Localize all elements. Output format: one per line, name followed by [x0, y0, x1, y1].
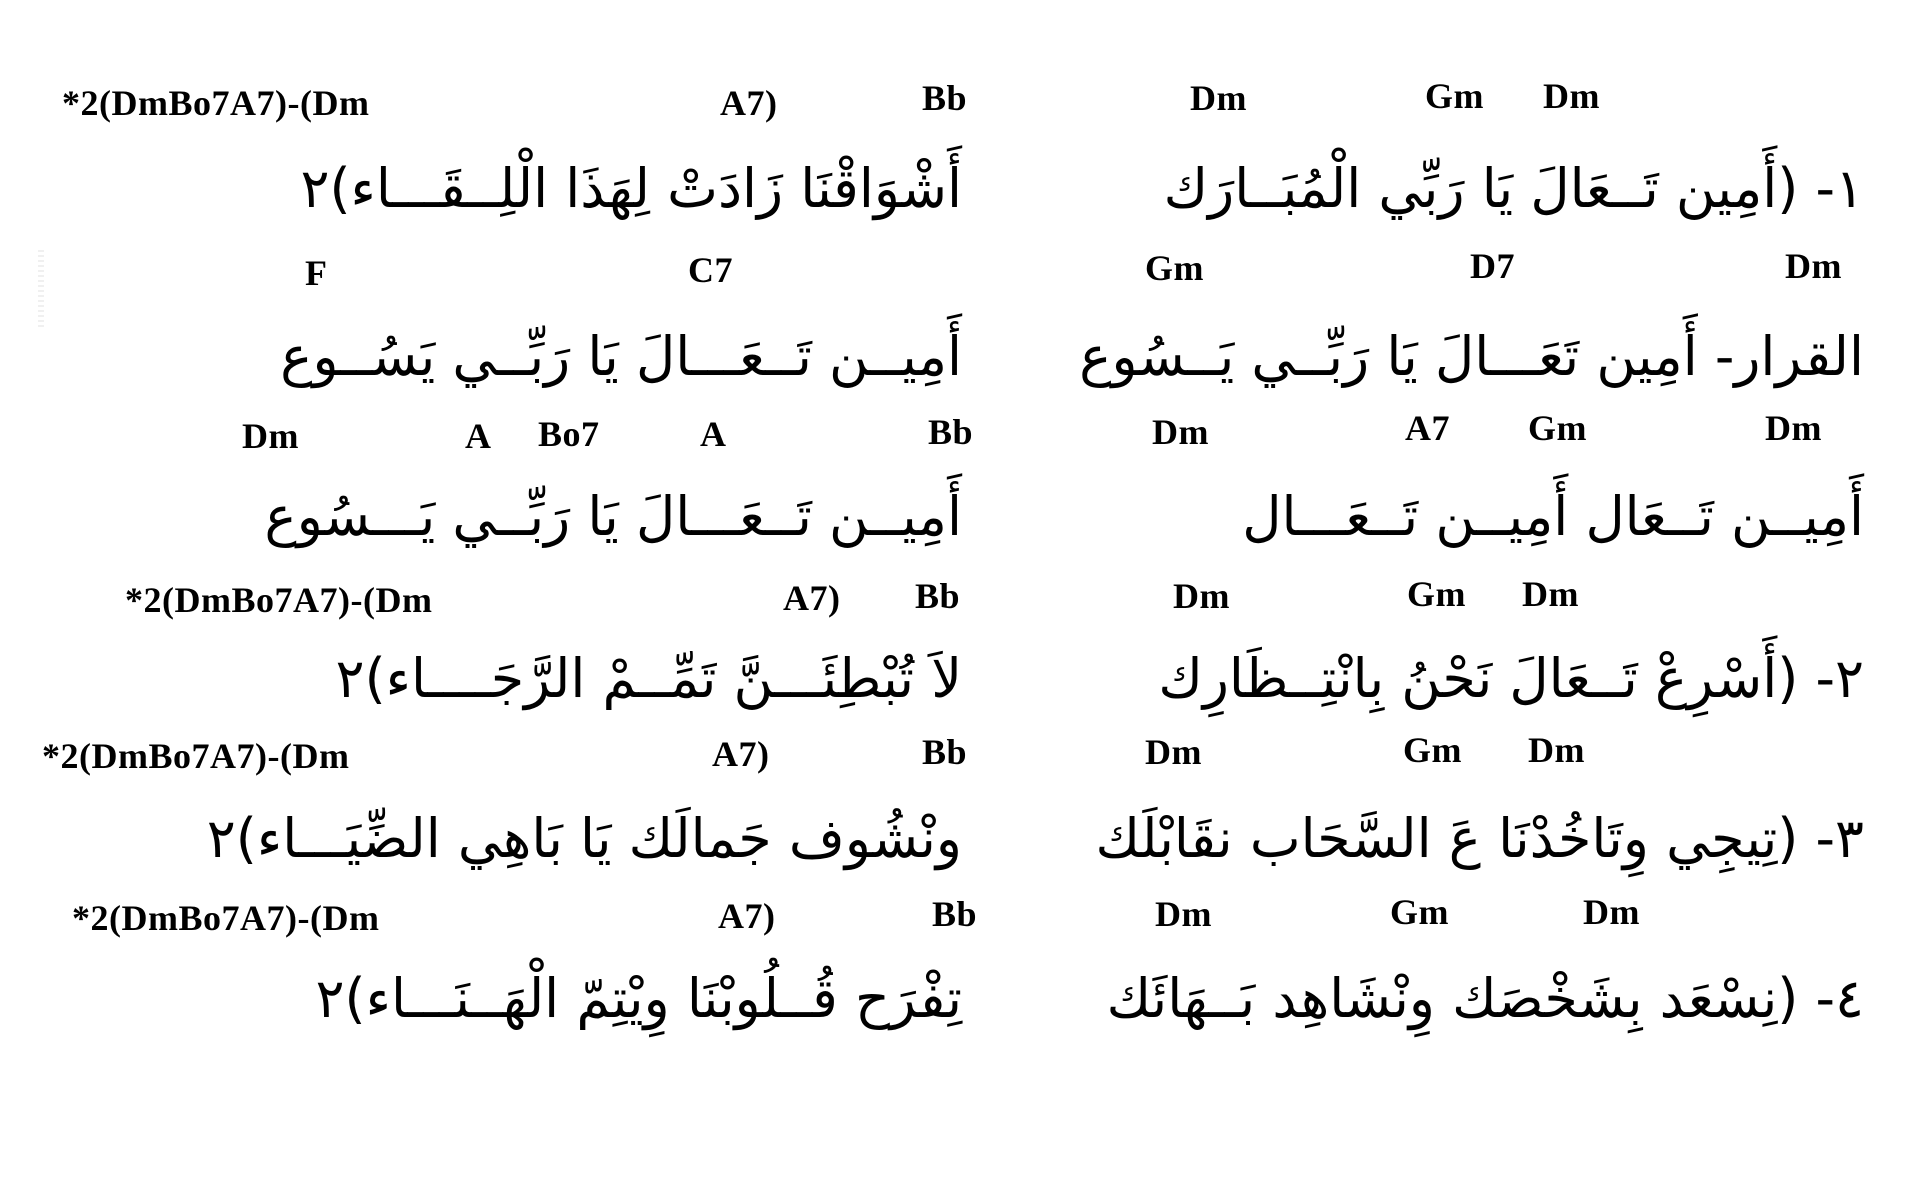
- chord: Bb: [915, 576, 961, 616]
- chord: Gm: [1407, 574, 1466, 614]
- lyric-line: أَمِيــن تَــعَال أَمِيــن تَــعَـــال: [1242, 485, 1864, 548]
- chord: A7): [718, 896, 776, 936]
- chord: Bb: [932, 894, 978, 934]
- chord: Dm: [1765, 408, 1822, 448]
- lyric-line: تِفْرَح قُــلُوبْنَا وِيْتِمّ الْهَــنَـــاء)٢: [315, 967, 962, 1030]
- chord: Gm: [1403, 730, 1462, 770]
- chord: Dm: [1522, 574, 1579, 614]
- chord: Bo7: [538, 414, 600, 454]
- chord: Dm: [1155, 894, 1212, 934]
- chord: *2(DmBo7A7)-(Dm: [125, 580, 433, 620]
- chord: Dm: [1528, 730, 1585, 770]
- chord: Dm: [242, 416, 299, 456]
- scan-speck: [38, 250, 44, 330]
- lyric-line: ٣- (تِيجِي وِتَاخُدْنَا عَ السَّحَاب نقَابْلَك: [1095, 807, 1864, 870]
- chord: Gm: [1528, 408, 1587, 448]
- chord: Dm: [1785, 246, 1842, 286]
- chord: C7: [688, 250, 733, 290]
- chord: A7): [720, 83, 778, 123]
- chord: Bb: [922, 78, 968, 118]
- lyric-line: ١- (أَمِين تَــعَالَ يَا رَبِّي الْمُبَــارَك: [1163, 157, 1864, 220]
- lyric-line: لاَ تُبْطِئَـــنَّ تَمِّــمْ الرَّجَــــاء)٢: [335, 647, 962, 710]
- lyric-line: ونْشُوف جَمالَك يَا بَاهِي الضِّيَـــاء)٢: [206, 807, 962, 870]
- chord: A: [700, 414, 727, 454]
- lyric-line: أَمِيــن تَــعَـــالَ يَا رَبِّــي يَـــسُوع: [264, 485, 962, 548]
- chord: Dm: [1543, 76, 1600, 116]
- lyric-line: أَمِيــن تَــعَـــالَ يَا رَبِّــي يَسُــوع: [280, 325, 962, 388]
- chord: Dm: [1145, 732, 1202, 772]
- chord: Dm: [1173, 576, 1230, 616]
- chord: A: [465, 416, 492, 456]
- chord: *2(DmBo7A7)-(Dm: [62, 83, 370, 123]
- chord: Dm: [1190, 78, 1247, 118]
- chord: Dm: [1583, 892, 1640, 932]
- chord: D7: [1470, 246, 1515, 286]
- lyric-line: أَشْوَاقْنَا زَادَتْ لِهَذَا الْلِــقَـــاء)٢: [300, 157, 962, 220]
- chord: *2(DmBo7A7)-(Dm: [42, 736, 350, 776]
- chord: Gm: [1390, 892, 1449, 932]
- lyric-line: القرار- أَمِين تَعَـــالَ يَا رَبِّــي يَــسُوع: [1079, 325, 1864, 388]
- chord: F: [305, 253, 328, 293]
- chord: Bb: [928, 412, 974, 452]
- lyric-line: ٢- (أَسْرِعْ تَــعَالَ نَحْنُ بِانْتِــظَارِك: [1158, 647, 1864, 710]
- chord: A7: [1405, 408, 1450, 448]
- lyric-line: ٤- (نِسْعَد بِشَخْصَك وِنْشَاهِد بَــهَائَك: [1106, 967, 1864, 1030]
- chord: Gm: [1425, 76, 1484, 116]
- chord: *2(DmBo7A7)-(Dm: [72, 898, 380, 938]
- chord: A7): [712, 734, 770, 774]
- chord: Gm: [1145, 248, 1204, 288]
- chord: Bb: [922, 732, 968, 772]
- chord: A7): [783, 578, 841, 618]
- chord: Dm: [1152, 412, 1209, 452]
